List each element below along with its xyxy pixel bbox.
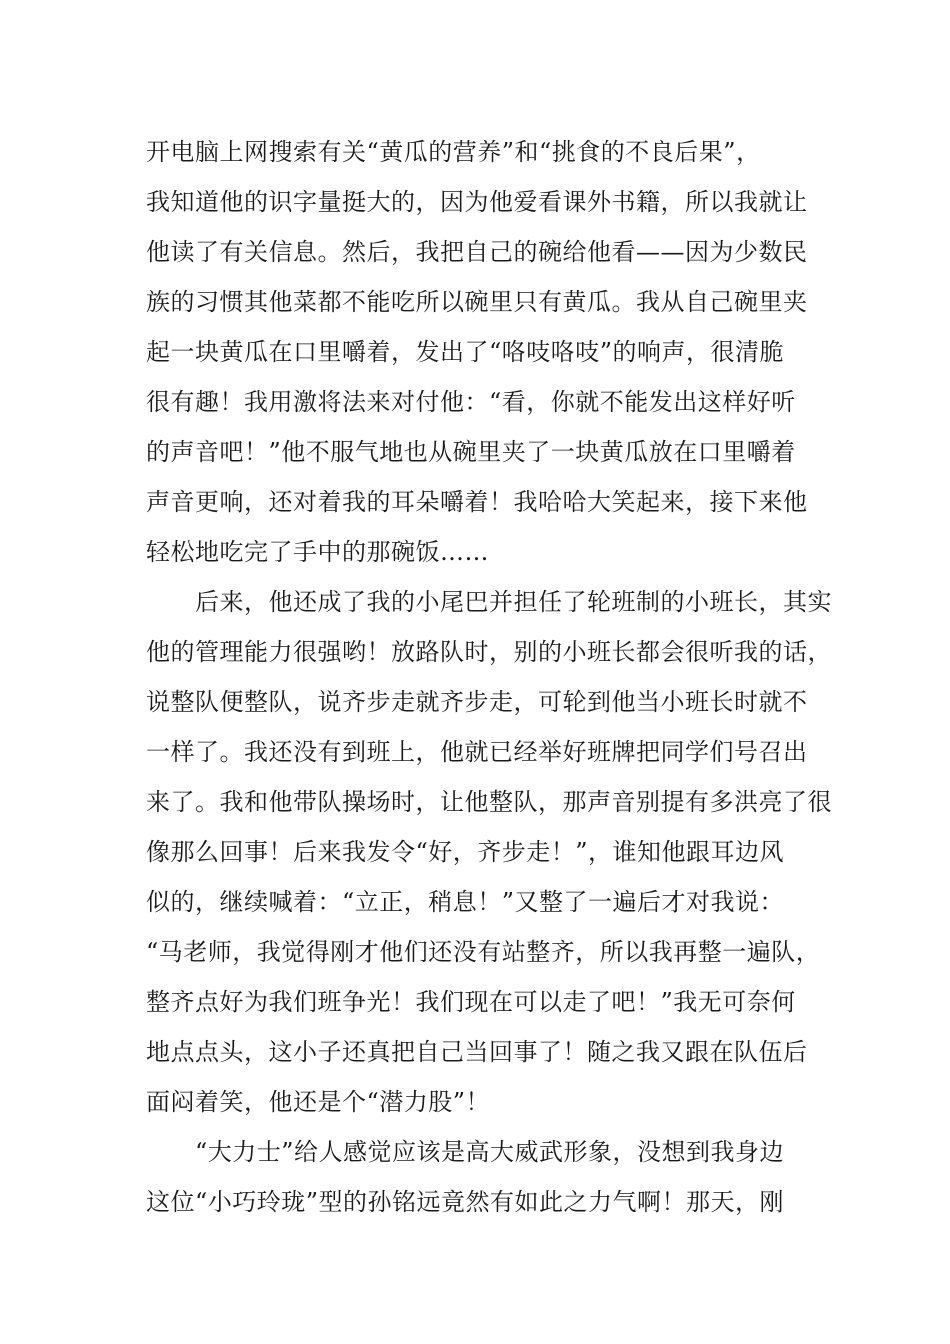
text-line: 地点点头，这小子还真把自己当回事了！随之我又跟在队伍后 [146, 1038, 808, 1066]
text-line: 开电脑上网搜索有关“黄瓜的营养”和“挑食的不良后果”， [146, 138, 761, 166]
text-line: “马老师，我觉得刚才他们还没有站整齐，所以我再整一遍队， [146, 938, 821, 966]
text-line: 族的习惯其他菜都不能吃所以碗里只有黄瓜。我从自己碗里夹 [146, 288, 808, 316]
text-line: 后来，他还成了我的小尾巴并担任了轮班制的小班长，其实 [146, 588, 832, 616]
text-line: 轻松地吃完了手中的那碗饭…… [146, 538, 489, 566]
text-line: 一样了。我还没有到班上，他就已经举好班牌把同学们号召出 [146, 738, 808, 766]
text-line: 他读了有关信息。然后，我把自己的碗给他看——因为少数民 [146, 238, 808, 266]
text-line: 整齐点好为我们班争光！我们现在可以走了吧！”我无可奈何 [146, 988, 796, 1016]
text-line: 起一块黄瓜在口里嚼着，发出了“咯吱咯吱”的响声，很清脆 [146, 338, 785, 366]
text-line: 来了。我和他带队操场时，让他整队，那声音别提有多洪亮了很 [146, 788, 832, 816]
text-line: 似的，继续喊着：“立正，稍息！”又整了一遍后才对我说： [146, 888, 785, 916]
text-line: 像那么回事！后来我发令“好，齐步走！”，谁知他跟耳边风 [146, 838, 785, 866]
text-line: “大力士”给人感觉应该是高大威武形象，没想到我身边 [146, 1138, 785, 1166]
text-line: 面闷着笑，他还是个“潜力股”！ [146, 1088, 491, 1116]
text-line: 说整队便整队，说齐步走就齐步走，可轮到他当小班长时就不 [146, 688, 808, 716]
text-line: 我知道他的识字量挺大的，因为他爱看课外书籍，所以我就让 [146, 188, 808, 216]
text-line: 声音更响，还对着我的耳朵嚼着！我哈哈大笑起来，接下来他 [146, 488, 808, 516]
text-line: 很有趣！我用激将法来对付他：“看，你就不能发出这样好听 [146, 388, 796, 416]
text-line: 这位“小巧玲珑”型的孙铭远竟然有如此之力气啊！那天，刚 [146, 1188, 785, 1216]
body-text [146, 127, 832, 1227]
text-line: 他的管理能力很强哟！放路队时，别的小班长都会很听我的话， [146, 638, 832, 666]
text-line: 的声音吧！”他不服气地也从碗里夹了一块黄瓜放在口里嚼着 [146, 438, 796, 466]
